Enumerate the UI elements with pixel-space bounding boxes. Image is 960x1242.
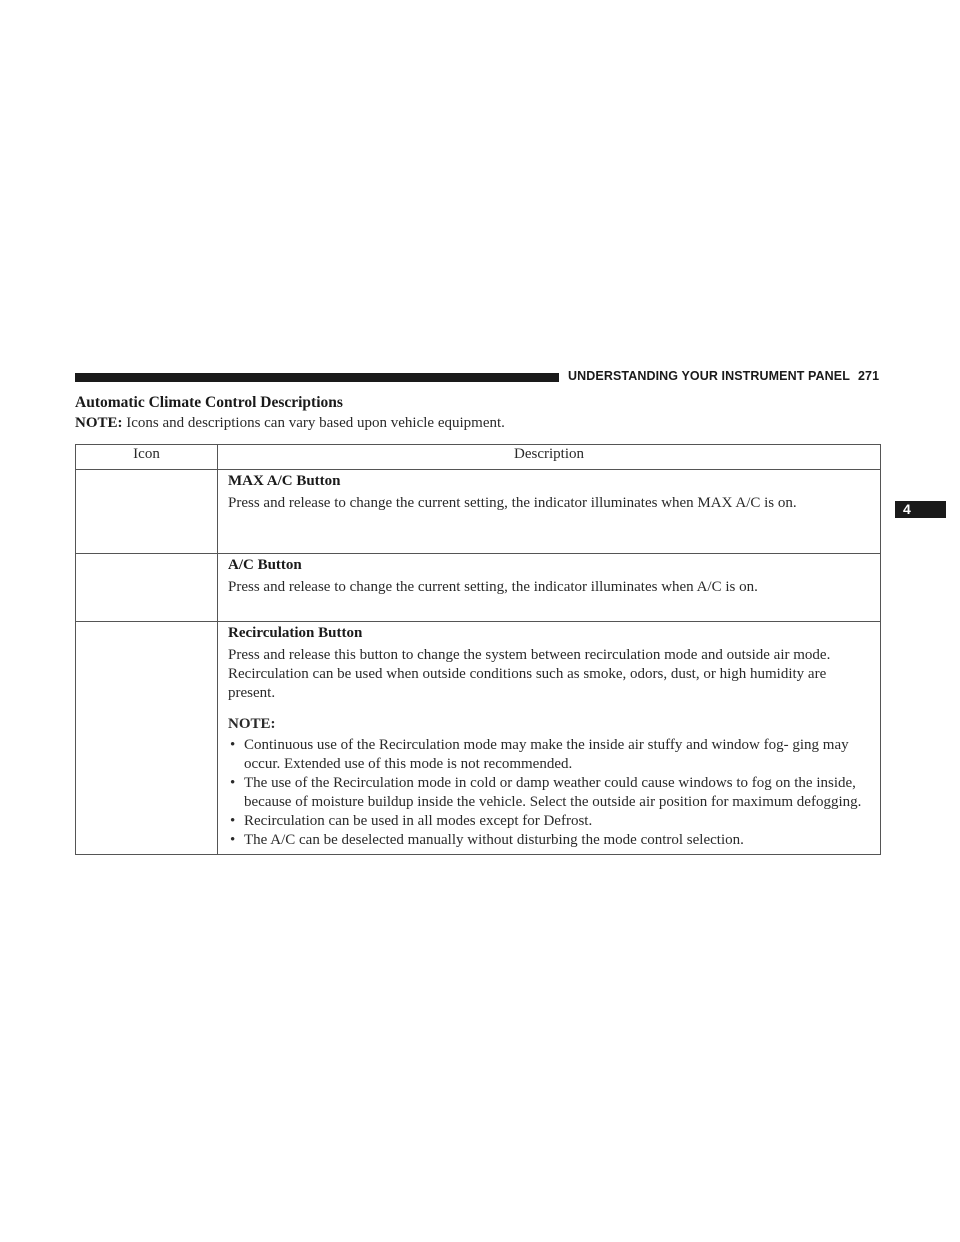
row-body: Press and release to change the current setting, the indicator illuminates when A/C is on.	[228, 579, 758, 595]
icon-cell-max-ac	[76, 470, 218, 554]
section-note	[75, 415, 505, 432]
table-row-max-ac	[76, 470, 881, 554]
icon-cell-ac	[76, 554, 218, 622]
row-title: Recirculation Button	[228, 625, 363, 641]
header-description: Description	[218, 445, 881, 470]
header-title: UNDERSTANDING YOUR INSTRUMENT PANEL	[568, 369, 850, 383]
note-text: Icons and descriptions can vary based upon vehicle equipment.	[126, 415, 505, 431]
table-header-row	[76, 445, 881, 470]
row-title: MAX A/C Button	[228, 473, 341, 489]
table-row-ac	[76, 554, 881, 622]
desc-cell-recirculation	[218, 622, 881, 855]
note-bullet-list	[228, 736, 874, 850]
desc-cell-ac	[218, 554, 881, 622]
chapter-number: 4	[903, 501, 911, 517]
desc-cell-max-ac	[218, 470, 881, 554]
list-item: • Recirculation can be used in all modes except for Defrost.	[228, 812, 874, 831]
table-row-recirculation	[76, 622, 881, 855]
row-note-label: NOTE:	[228, 716, 276, 732]
note-label: NOTE:	[75, 415, 123, 431]
header-icon: Icon	[76, 445, 218, 470]
section-title: Automatic Climate Control Descriptions	[75, 394, 343, 411]
row-body: Press and release to change the current setting, the indicator illuminates when MAX A/C is on.	[228, 495, 797, 511]
running-header	[568, 369, 879, 383]
list-item: • Continuous use of the Recirculation mode may make the inside air stuffy and window fog- ging may occur. Extended use of this mode is not recommended.	[228, 736, 874, 774]
list-item: • The A/C can be deselected manually without disturbing the mode control selection.	[228, 831, 874, 850]
page-number: 271	[857, 369, 880, 383]
chapter-tab	[895, 501, 946, 518]
header-bar	[75, 373, 559, 382]
row-title: A/C Button	[228, 557, 302, 573]
icon-cell-recirculation	[76, 622, 218, 855]
list-item: • The use of the Recirculation mode in cold or damp weather could cause windows to fog on the inside, because of moisture buildup inside the vehicle. Select the outside air position for maximum defogging.	[228, 774, 874, 812]
climate-control-table	[75, 444, 881, 855]
row-body: Press and release this button to change the system between recirculation mode and outside air mode. Recirculation can be used when outside conditions such as smoke, odors, dust, or high humidity are present.	[228, 647, 831, 701]
